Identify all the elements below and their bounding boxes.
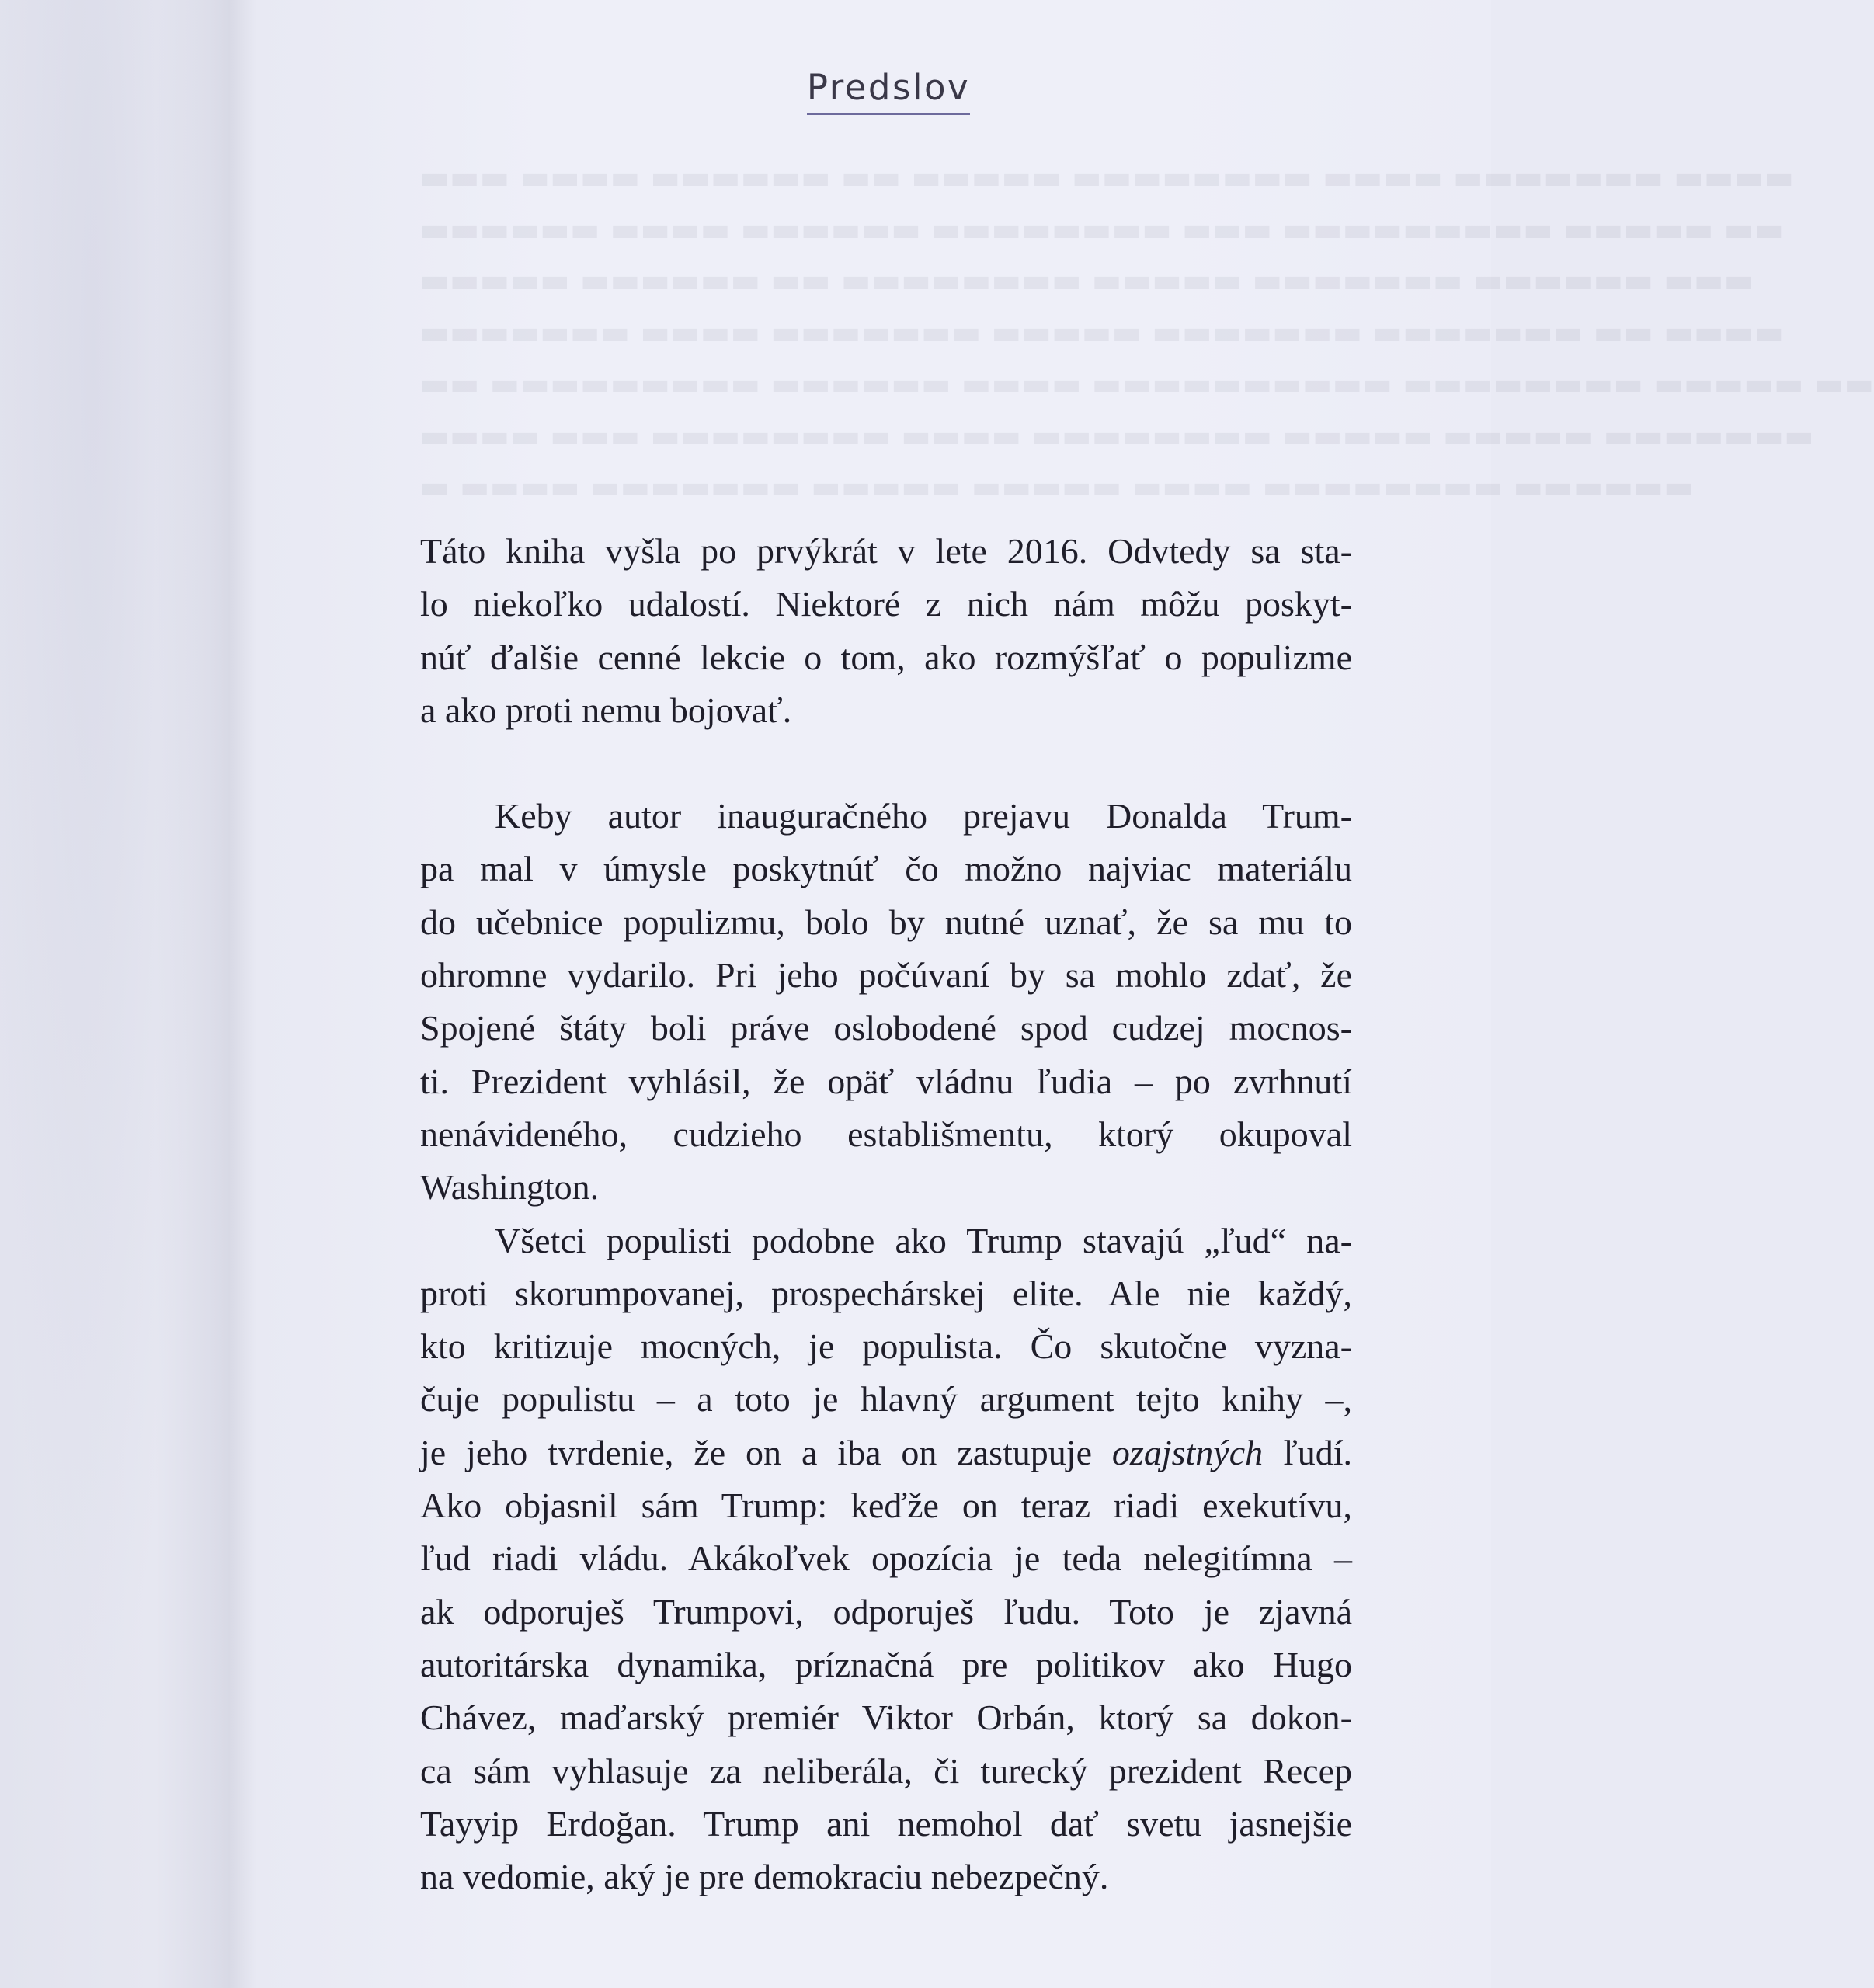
paragraph-1 [420, 525, 1352, 737]
text-line: a ako proti nemu bojovať. [420, 690, 792, 730]
text-line: Všetci populisti podobne ako Trump stavajú „ľud“ na- [495, 1220, 1352, 1260]
show-through-line: ▬ ▬▬▬▬ ▬▬▬▬▬▬▬ ▬▬▬▬▬ ▬▬▬▬▬ ▬▬▬▬ ▬▬▬▬▬▬▬▬ ▬▬▬▬▬▬ [419, 468, 1694, 506]
text-line: nenávideného, cudzieho establišmentu, ktorý okupoval [420, 1114, 1352, 1154]
text-segment: ľudí. [1263, 1432, 1352, 1472]
text-line: lo niekoľko udalostí. Niektoré z nich nám môžu poskyt- [420, 584, 1352, 624]
italic-word: ozajstných [1111, 1432, 1264, 1472]
text-line: Ako objasnil sám Trump: keďže on teraz riadi exekutívu, [420, 1486, 1352, 1526]
paragraph-3 [420, 1215, 1352, 1904]
text-line: pa mal v úmysle poskytnúť čo možno najviac materiálu [420, 849, 1352, 889]
show-through-line: ▬▬▬▬▬ ▬▬▬▬▬▬ ▬▬ ▬▬▬▬▬▬▬▬ ▬▬▬▬▬ ▬▬▬▬▬▬▬ ▬▬▬▬▬▬ ▬▬▬ [419, 262, 1754, 299]
text-line: na vedomie, aký je pre demokraciu nebezpečný. [420, 1857, 1109, 1897]
show-through-line: ▬▬▬▬▬▬ ▬▬▬▬ ▬▬▬▬▬▬ ▬▬▬▬▬▬▬▬ ▬▬▬ ▬▬▬▬▬▬▬▬▬ ▬▬▬▬▬ ▬▬ [419, 210, 1784, 248]
show-through-line: ▬▬▬▬ ▬▬▬ ▬▬▬▬▬▬▬▬ ▬▬▬▬ ▬▬▬▬▬▬▬▬ ▬▬▬▬▬ ▬▬▬▬▬ ▬▬▬▬▬▬▬ [419, 416, 1814, 454]
text-line-with-italic [420, 1427, 1352, 1479]
text-segment: je jeho tvrdenie, že on a iba on zastupuje [420, 1432, 1112, 1472]
paragraph-2 [420, 790, 1352, 1214]
text-line: ľud riadi vládu. Akákoľvek opozícia je teda nelegitímna – [420, 1538, 1352, 1579]
text-line: Spojené štáty boli práve oslobodené spod cudzej mocnos- [420, 1008, 1352, 1048]
text-line: ti. Prezident vyhlásil, že opäť vládnu ľudia – po zvrhnutí [420, 1061, 1352, 1101]
show-through-text [419, 151, 1874, 513]
text-line: čuje populistu – a toto je hlavný argument tejto knihy –, [420, 1379, 1352, 1420]
show-through-line: ▬▬▬▬▬▬▬ ▬▬▬▬ ▬▬▬▬▬▬▬ ▬▬▬▬▬ ▬▬▬▬▬▬▬ ▬▬▬▬▬▬▬ ▬▬ ▬▬▬▬ [419, 313, 1784, 351]
text-line: núť ďalšie cenné lekcie o tom, ako rozmýšľať o populizme [420, 637, 1352, 677]
text-line: ak odporuješ Trumpovi, odporuješ ľudu. Toto je zjavná [420, 1591, 1352, 1632]
text-line: ohromne vydarilo. Pri jeho počúvaní by sa mohlo zdať, že [420, 955, 1352, 996]
text-line: autoritárska dynamika, príznačná pre politikov ako Hugo [420, 1644, 1352, 1684]
paragraph-spacer [420, 737, 1352, 790]
text-line: Keby autor inauguračného prejavu Donalda Trum- [495, 796, 1352, 836]
text-line: do učebnice populizmu, bolo by nutné uznať, že sa mu to [420, 902, 1352, 942]
text-line: kto kritizuje mocných, je populista. Čo skutočne vyzna- [420, 1326, 1352, 1367]
chapter-title-text: Predslov [807, 67, 970, 115]
text-line: Washington. [420, 1167, 600, 1208]
text-line: Tayyip Erdoğan. Trump ani nemohol dať svetu jasnejšie [420, 1803, 1352, 1844]
text-line: proti skorumpovanej, prospechárskej elite. Ale nie každý, [420, 1273, 1352, 1313]
show-through-line: ▬▬ ▬▬▬▬▬▬▬▬▬ ▬▬▬▬▬▬ ▬▬▬▬ ▬▬▬▬▬▬▬▬▬▬ ▬▬▬▬▬▬▬▬ ▬▬▬▬▬ ▬▬ [419, 365, 1874, 402]
text-line: Táto kniha vyšla po prvýkrát v lete 2016. Odvtedy sa sta- [420, 531, 1352, 571]
body-text [420, 525, 1352, 1903]
text-line: ca sám vyhlasuje za neliberála, či turecký prezident Recep [420, 1750, 1352, 1791]
facing-page-shadow [0, 0, 225, 1988]
text-line: Chávez, maďarský premiér Viktor Orbán, ktorý sa dokon- [420, 1698, 1352, 1738]
chapter-title [0, 67, 1777, 115]
show-through-line: ▬▬▬ ▬▬▬▬ ▬▬▬▬▬▬ ▬▬ ▬▬▬▬▬ ▬▬▬▬▬▬▬▬ ▬▬▬▬ ▬▬▬▬▬▬▬ ▬▬▬▬ [419, 158, 1794, 196]
